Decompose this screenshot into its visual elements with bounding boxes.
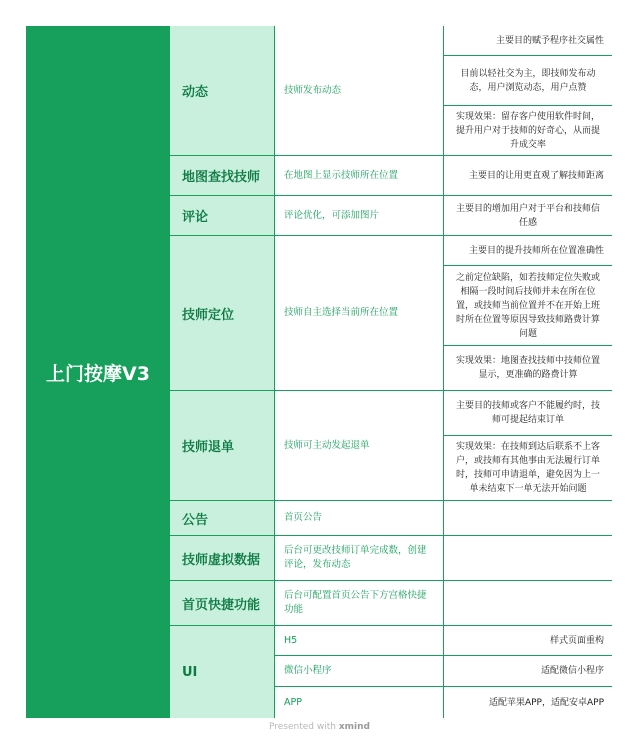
subtopic-dynamic[interactable]: 技师发布动态 [274,26,443,156]
footer-prefix: Presented with [269,722,336,732]
topic-dynamic[interactable]: 动态 [170,26,274,156]
topic-ui[interactable]: UI [170,626,274,718]
topic-virtual-data[interactable]: 技师虚拟数据 [170,536,274,581]
topic-tech-cancel[interactable]: 技师退单 [170,391,274,501]
subtopic-virtual-data[interactable]: 后台可更改技师订单完成数，创建评论，发布动态 [274,536,443,581]
subtopic-announcement[interactable]: 首页公告 [274,501,443,536]
note-dynamic-detail[interactable]: 目前以轻社交为主，即技师发布动态，用户浏览动态，用户点赞 [443,56,612,106]
subtopic-tech-cancel[interactable]: 技师可主动发起退单 [274,391,443,501]
note-empty [443,501,612,536]
topic-map-search[interactable]: 地图查找技师 [170,156,274,196]
subtopic-home-shortcuts[interactable]: 后台可配置首页公告下方宫格快捷功能 [274,581,443,626]
mindmap-table [26,26,612,718]
topic-tech-location[interactable]: 技师定位 [170,236,274,391]
topic-home-shortcuts[interactable]: 首页快捷功能 [170,581,274,626]
topic-comment[interactable]: 评论 [170,196,274,236]
subtopic-ui-app[interactable]: APP [274,687,443,718]
note-tech-cancel-effect[interactable]: 实现效果：在技师到达后联系不上客户，或技师有其他事由无法履行订单时，技师可申请退单，避免因为上一单未结束下一单无法开始问题 [443,436,612,501]
subtopic-ui-h5[interactable]: H5 [274,626,443,656]
note-ui-app[interactable]: 适配苹果APP，适配安卓APP [443,687,612,718]
subtopic-map-search[interactable]: 在地图上显示技师所在位置 [274,156,443,196]
note-tech-location-purpose[interactable]: 主要目的提升技师所在位置准确性 [443,236,612,266]
note-map-search-purpose[interactable]: 主要目的让用更直观了解技师距离 [443,156,612,196]
topic-announcement[interactable]: 公告 [170,501,274,536]
note-empty [443,581,612,626]
note-dynamic-purpose[interactable]: 主要目的赋予程序社交属性 [443,26,612,56]
subtopic-comment[interactable]: 评论优化，可添加图片 [274,196,443,236]
note-empty [443,536,612,581]
subtopic-tech-location[interactable]: 技师自主选择当前所在位置 [274,236,443,391]
note-dynamic-effect[interactable]: 实现效果：留存客户使用软件时间，提升用户对于技师的好奇心，从而提升成交率 [443,106,612,156]
note-tech-location-effect[interactable]: 实现效果：地图查找技师中技师位置显示，更准确的路费计算 [443,346,612,391]
note-ui-wechat[interactable]: 适配微信小程序 [443,656,612,687]
subtopic-ui-wechat[interactable]: 微信小程序 [274,656,443,687]
root-topic[interactable] [26,26,170,718]
note-tech-cancel-purpose[interactable]: 主要目的技师或客户不能履约时，技师可提起结束订单 [443,391,612,436]
note-ui-h5[interactable]: 样式页面重构 [443,626,612,656]
note-tech-location-issue[interactable]: 之前定位缺陷，如若技师定位失败或相隔一段时间后技师并未在所在位置，或技师当前位置并不在开始上班时所在位置等原因导致技师路费计算问题 [443,266,612,346]
root-topic-label: 上门按摩V3 [46,362,150,385]
footer-brand: xmind [338,722,370,732]
note-comment-purpose[interactable]: 主要目的增加用户对于平台和技师信任感 [443,196,612,236]
footer-attribution [0,722,639,732]
